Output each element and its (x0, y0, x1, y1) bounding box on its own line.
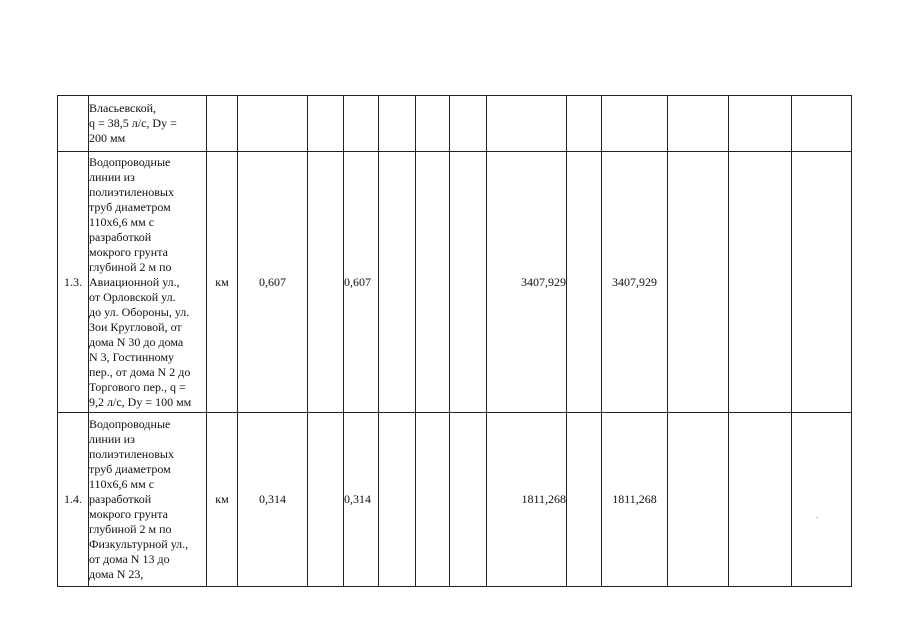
length-cell: 0,314 (238, 413, 308, 587)
empty-cell (729, 96, 792, 152)
cost-cell: 3407,929 (487, 152, 567, 413)
empty-cell (379, 413, 416, 587)
cost-cell-2: 3407,929 (602, 152, 668, 413)
cost-cell-2: 1811,268 (602, 413, 668, 587)
empty-cell (379, 96, 416, 152)
empty-cell (668, 96, 729, 152)
row-number-cell: 1.3. (58, 152, 89, 413)
table-row (58, 152, 852, 413)
row-number-cell: 1.4. (58, 413, 89, 587)
table-row (58, 96, 852, 152)
empty-cell (729, 413, 792, 587)
cost-cell: 1811,268 (487, 413, 567, 587)
cost-cell-2 (602, 96, 668, 152)
description-cell: Водопроводные линии из полиэтиленовых труб диаметром 110x6,6 мм с разработкой мокрого грунта глубиной 2 м по Авиационной ул., от Орловской ул. до ул. Обороны, ул. Зои Кругловой, от дома N 30 до дома N 3, Гостинному пер., от дома N 2 до Торгового пер., q = 9,2 л/с, Dy = 100 мм (89, 152, 207, 413)
length-cell-2 (344, 96, 379, 152)
empty-cell (450, 152, 487, 413)
works-table (57, 95, 852, 587)
empty-cell (668, 413, 729, 587)
length-cell (238, 96, 308, 152)
empty-cell (308, 96, 344, 152)
empty-cell (308, 152, 344, 413)
empty-cell (668, 152, 729, 413)
unit-cell (207, 96, 238, 152)
empty-cell (729, 152, 792, 413)
length-cell: 0,607 (238, 152, 308, 413)
empty-cell (792, 152, 852, 413)
scan-speck (816, 517, 818, 518)
empty-cell (416, 96, 450, 152)
empty-cell (308, 413, 344, 587)
length-cell-2: 0,314 (344, 413, 379, 587)
table-row (58, 413, 852, 587)
empty-cell (792, 96, 852, 152)
row-number-cell (58, 96, 89, 152)
empty-cell (416, 152, 450, 413)
cost-cell (487, 96, 567, 152)
empty-cell (567, 152, 602, 413)
empty-cell (567, 413, 602, 587)
empty-cell (379, 152, 416, 413)
empty-cell (416, 413, 450, 587)
unit-cell: км (207, 152, 238, 413)
empty-cell (792, 413, 852, 587)
empty-cell (567, 96, 602, 152)
description-cell: Водопроводные линии из полиэтиленовых труб диаметром 110x6,6 мм с разработкой мокрого грунта глубиной 2 м по Физкультурной ул., от дома N 13 до дома N 23, (89, 413, 207, 587)
length-cell-2: 0,607 (344, 152, 379, 413)
empty-cell (450, 96, 487, 152)
empty-cell (450, 413, 487, 587)
description-cell: Власьевской, q = 38,5 л/с, Dy = 200 мм (89, 96, 207, 152)
unit-cell: км (207, 413, 238, 587)
